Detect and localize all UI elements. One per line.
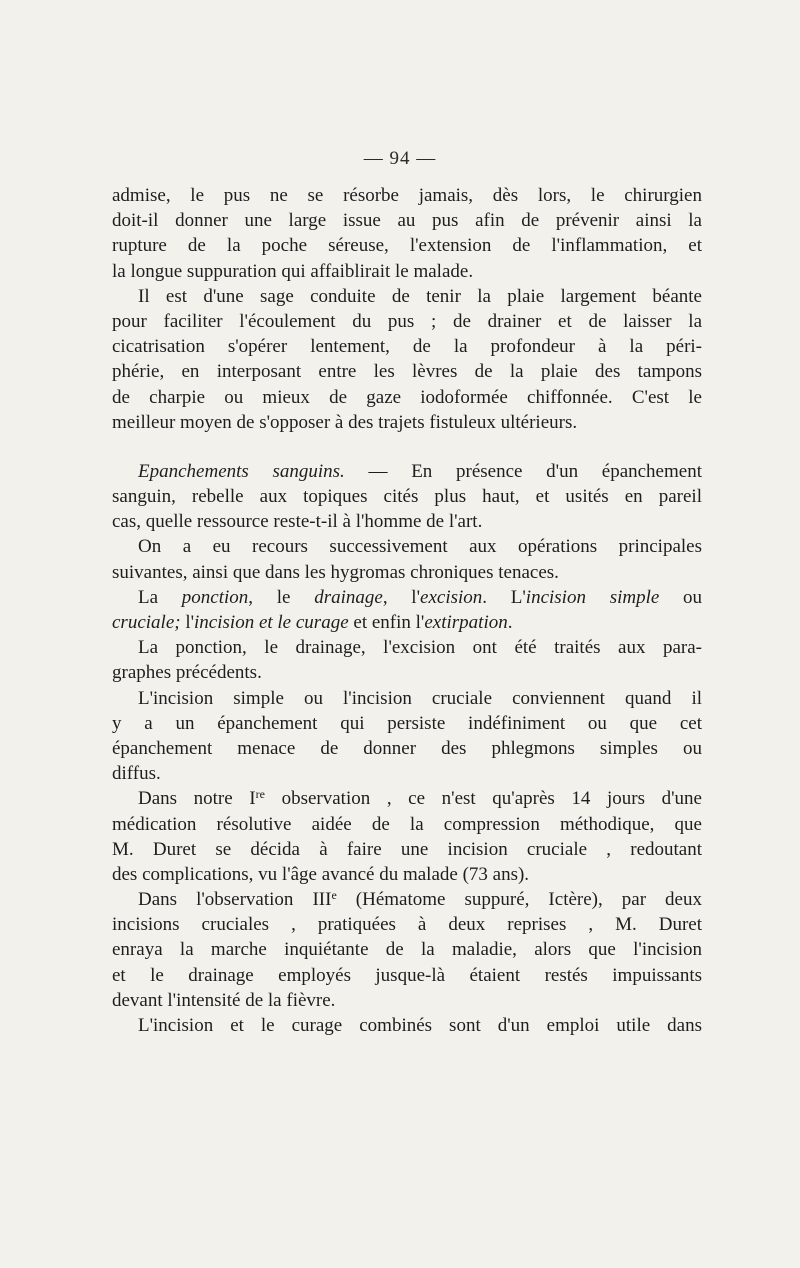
text-line: La ponction, le drainage, l'excision ont été traités aux para- [138,637,702,659]
text-line: et le drainage employés jusque-là étaient restés impuissants [112,964,702,986]
body-text [112,183,702,1038]
text-line [112,585,702,610]
page-number: — 94 — [363,148,437,169]
method-term: extirpation [424,612,508,633]
superscript: e [331,888,337,903]
text-line: suivantes, ainsi que dans les hygromas chroniques tenaces. [112,561,559,583]
text-line: M. Duret se décida à faire une incision cruciale , redoutant [112,838,702,860]
text-line [112,887,702,912]
text-line: y a un épanchement qui persiste indéfiniment ou que cet [112,712,702,734]
method-term: incision simple [525,586,660,608]
text-line [112,459,702,484]
text-line: cas, quelle ressource reste-t-il à l'homme de l'art. [112,511,483,533]
text-line: de charpie ou mieux de gaze iodoformée chiffonnée. C'est le [112,386,702,408]
text-run: — En présence d'un épanchement [344,460,702,482]
text-run: . L' [482,586,526,608]
method-term: cruciale; [112,612,181,633]
text-line: On a eu recours successivement aux opérations principales [138,536,702,558]
method-term: drainage [314,586,383,608]
text-line: L'incision simple ou l'incision cruciale conviennent quand il [138,687,702,709]
text-run: l' [180,612,195,633]
text-line: L'incision et le curage combinés sont d'un emploi utile dans [138,1015,702,1036]
text-run: observation , ce n'est qu'après 14 jours d'une [264,788,702,810]
text-run: , l' [382,586,421,608]
section-heading: Epanchements sanguins. [138,460,345,482]
text-line: pour faciliter l'écoulement du pus ; de drainer et de laisser la [112,310,702,332]
method-term: excision [420,586,483,608]
method-term: incision et le curage [194,612,349,633]
text-line: diffus. [112,763,161,785]
text-line: la longue suppuration qui affaiblirait le malade. [112,260,474,282]
text-line: sanguin, rebelle aux topiques cités plus haut, et usités en pareil [112,486,702,508]
text-line: devant l'intensité de la fièvre. [112,989,336,1011]
text-line: Il est d'une sage conduite de tenir la plaie largement béante [138,285,702,307]
text-line: des complications, vu l'âge avancé du malade (73 ans). [112,863,530,885]
text-line: enraya la marche inquiétante de la maladie, alors que l'incision [112,939,702,961]
text-run: (Hématome suppuré, Ictère), par deux [336,889,702,911]
text-run: et enfin l' [348,612,425,633]
text-line: graphes précédents. [112,662,262,684]
text-run: , le [248,586,291,608]
superscript: re [255,787,265,802]
text-line: incisions cruciales , pratiquées à deux reprises , M. Duret [112,914,702,936]
text-line [112,786,702,811]
text-line: admise, le pus ne se résorbe jamais, dès lors, le chirurgien [112,185,702,206]
text-line: rupture de la poche séreuse, l'extension de l'inflammation, et [112,235,702,257]
text-line: phérie, en interposant entre les lèvres de la plaie des tampons [112,361,702,383]
text-run: ou [659,586,703,608]
text-run: Dans notre I [138,788,256,810]
method-term: ponction [181,586,249,608]
text-run: Dans l'observation III [138,889,332,911]
text-line: meilleur moyen de s'opposer à des trajets fistuleux ultérieurs. [112,411,578,433]
text-line: cicatrisation s'opérer lentement, de la profondeur à la péri- [112,336,702,358]
text-line: doit-il donner une large issue au pus afin de prévenir ainsi la [112,210,702,232]
section-gap [112,435,702,459]
text-line [112,610,702,635]
text-line: épanchement menace de donner des phlegmons simples ou [112,737,702,759]
text-run: . [507,612,513,633]
text-line: médication résolutive aidée de la compression méthodique, que [112,813,702,835]
text-run: La [138,586,159,608]
